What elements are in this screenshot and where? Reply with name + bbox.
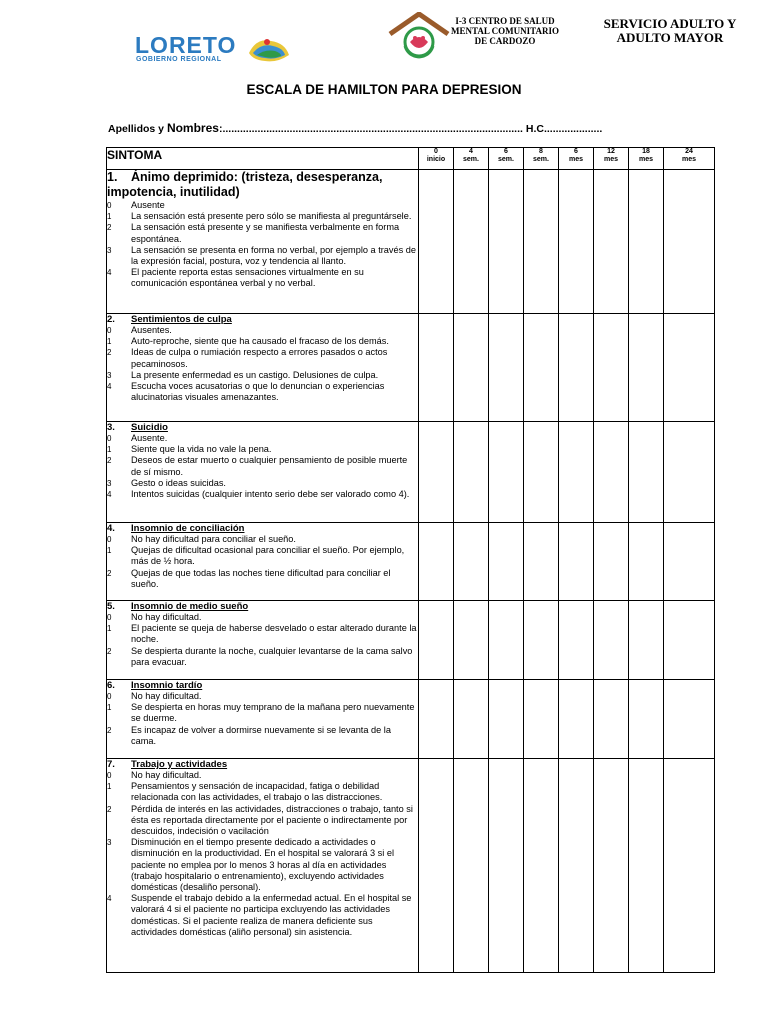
score-entry-cell[interactable] [524, 314, 559, 422]
score-entry-cell[interactable] [419, 314, 454, 422]
score-entry-cell[interactable] [524, 680, 559, 759]
score-description: Ausentes. [131, 325, 172, 335]
score-entry-cell[interactable] [629, 422, 664, 523]
score-option [107, 893, 418, 938]
score-entry-cell[interactable] [559, 523, 594, 601]
score-entry-cell[interactable] [629, 680, 664, 759]
symptom-title-text: Ánimo deprimido: (tristeza, desesperanza, impotencia, inutilidad) [107, 170, 383, 199]
score-entry-cell[interactable] [489, 314, 524, 422]
score-option [107, 804, 418, 838]
score-entry-cell[interactable] [664, 170, 715, 314]
score-entry-cell[interactable] [559, 759, 594, 973]
score-entry-cell[interactable] [419, 523, 454, 601]
score-description: No hay dificultad. [131, 770, 202, 780]
score-option [107, 568, 418, 590]
symptom-header: SINTOMA [107, 148, 419, 170]
score-description: No hay dificultad para conciliar el sueño. [131, 534, 296, 544]
score-value: 1 [107, 624, 112, 634]
score-description: Quejas de que todas las noches tiene dificultad para conciliar el sueño. [131, 567, 391, 589]
score-entry-cell[interactable] [664, 680, 715, 759]
score-description: La sensación está presente y se manifiesta verbalmente en forma espontánea. [131, 222, 400, 244]
score-value: 4 [107, 382, 112, 392]
score-description: Deseos de estar muerto o cualquier pensamiento de posible muerte de sí mismo. [131, 455, 408, 477]
symptom-number: 2. [107, 314, 115, 325]
score-entry-cell[interactable] [629, 314, 664, 422]
score-option [107, 245, 418, 267]
score-option [107, 444, 418, 455]
score-entry-cell[interactable] [524, 523, 559, 601]
score-value: 0 [107, 771, 112, 780]
score-option [107, 612, 418, 623]
table-row [107, 523, 715, 601]
symptom-title [107, 759, 418, 770]
loreto-logo [135, 33, 295, 67]
score-entry-cell[interactable] [454, 680, 489, 759]
score-description: La sensación se presenta en forma no verbal, por ejemplo a través de la expresión facial, postura, voz y tendencia al llanto. [131, 244, 416, 267]
score-entry-cell[interactable] [594, 523, 629, 601]
score-value: 1 [107, 703, 112, 713]
score-description: No hay dificultad. [131, 691, 202, 701]
score-description: Pensamientos y sensación de incapacidad, fatiga o debilidad relacionada con las actividades, el trabajo o las distracciones. [131, 781, 383, 803]
score-entry-cell[interactable] [489, 422, 524, 523]
regional-emblem-icon [247, 33, 291, 67]
score-description: Se despierta durante la noche, cualquier levantarse de la cama salvo para evacuar. [131, 645, 413, 667]
table-row [107, 314, 715, 422]
score-option [107, 623, 418, 645]
symptom-number: 7. [107, 759, 115, 770]
score-option [107, 200, 418, 211]
hc-field[interactable]: H.C.................... [525, 123, 603, 135]
score-entry-cell[interactable] [419, 759, 454, 973]
score-entry-cell[interactable] [454, 601, 489, 680]
score-entry-cell[interactable] [524, 170, 559, 314]
score-entry-cell[interactable] [489, 601, 524, 680]
column-header: 24 mes [664, 148, 715, 170]
score-option [107, 781, 418, 803]
symptom-title [107, 680, 418, 691]
score-option [107, 381, 418, 403]
symptom-title-text: Suicidio [131, 422, 168, 433]
table-row [107, 422, 715, 523]
score-value: 3 [107, 245, 112, 255]
symptom-number: 1. [107, 170, 118, 184]
score-value: 3 [107, 370, 112, 380]
score-entry-cell[interactable] [454, 759, 489, 973]
score-value: 3 [107, 838, 112, 848]
score-description: El paciente se queja de haberse desvelado o estar alterado durante la noche. [131, 623, 417, 645]
symptom-number: 3. [107, 422, 115, 433]
score-description: Se despierta en horas muy temprano de la mañana pero nuevamente se duerme. [131, 702, 415, 724]
patient-label-big: Nombres [166, 121, 219, 135]
score-option [107, 691, 418, 702]
score-description: El paciente reporta estas sensaciones virtualmente en su comunicación espontánea verbal y no verbal. [131, 267, 364, 289]
score-option [107, 545, 418, 567]
symptom-number: 5. [107, 601, 115, 612]
health-center-house-icon [386, 12, 452, 60]
symptom-cell [107, 523, 419, 601]
table-row [107, 680, 715, 759]
score-description: Siente que la vida no vale la pena. [131, 444, 272, 455]
score-value: 0 [107, 613, 112, 622]
symptom-title [107, 170, 418, 200]
symptom-cell [107, 759, 419, 973]
score-option [107, 646, 418, 668]
symptom-cell [107, 680, 419, 759]
symptom-title [107, 523, 418, 534]
score-description: Auto-reproche, siente que ha causado el fracaso de los demás. [131, 336, 389, 347]
score-description: Escucha voces acusatorias o que lo denuncian o experiencias alucinatorias visuales amenazantes. [131, 381, 385, 403]
score-value: 0 [107, 434, 112, 443]
score-entry-cell[interactable] [419, 601, 454, 680]
service-name: SERVICIO ADULTO Y ADULTO MAYOR [603, 16, 737, 45]
score-option [107, 325, 418, 336]
score-value: 4 [107, 268, 112, 278]
score-description: Gesto o ideas suicidas. [131, 477, 226, 488]
score-entry-cell[interactable] [559, 680, 594, 759]
score-entry-cell[interactable] [559, 422, 594, 523]
score-description: Disminución en el tiempo presente dedicado a actividades o disminución en la productividad. En el hospital se valorará 3 si el paciente no emplea por lo menos 3 horas al día en actividades (trabajo hospitalario o entrenamiento), excluyendo actividades domésticas (desaliño personal). [131, 837, 395, 893]
symptom-cell [107, 601, 419, 680]
column-header: 6 sem. [489, 148, 524, 170]
score-option [107, 770, 418, 781]
score-value: 2 [107, 804, 112, 814]
score-option [107, 702, 418, 724]
score-entry-cell[interactable] [419, 422, 454, 523]
score-option [107, 837, 418, 893]
symptom-title [107, 601, 418, 612]
score-entry-cell[interactable] [454, 314, 489, 422]
score-entry-cell[interactable] [419, 680, 454, 759]
patient-label-small: Apellidos y [108, 123, 165, 135]
health-center-name: I-3 CENTRO DE SALUD MENTAL COMUNITARIO DE CARDOZO [451, 16, 559, 46]
score-entry-cell[interactable] [559, 170, 594, 314]
score-description: Intentos suicidas (cualquier intento serio debe ser valorado como 4). [131, 489, 410, 500]
score-value: 2 [107, 456, 112, 466]
score-entry-cell[interactable] [454, 523, 489, 601]
symptom-number: 4. [107, 523, 115, 534]
score-entry-cell[interactable] [594, 601, 629, 680]
score-value: 2 [107, 646, 112, 656]
score-option [107, 347, 418, 369]
score-value: 4 [107, 894, 112, 904]
score-description: No hay dificultad. [131, 612, 202, 622]
symptom-title-text: Sentimientos de culpa [131, 314, 232, 325]
score-value: 1 [107, 212, 112, 222]
score-option [107, 433, 418, 444]
symptom-title [107, 314, 418, 325]
symptom-cell [107, 422, 419, 523]
score-entry-cell[interactable] [594, 170, 629, 314]
score-value: 2 [107, 348, 112, 358]
score-description: La presente enfermedad es un castigo. Delusiones de culpa. [131, 369, 379, 380]
symptom-title-text: Insomnio de medio sueño [131, 601, 249, 612]
score-value: 2 [107, 568, 112, 578]
column-header: 4 sem. [454, 148, 489, 170]
score-value: 1 [107, 445, 112, 455]
score-entry-cell[interactable] [454, 170, 489, 314]
patient-line [108, 121, 602, 135]
score-description: Ausente [131, 200, 165, 210]
score-entry-cell[interactable] [594, 680, 629, 759]
symptom-cell [107, 170, 419, 314]
score-entry-cell[interactable] [629, 601, 664, 680]
score-value: 0 [107, 201, 112, 210]
score-description: Es incapaz de volver a dormirse nuevamente si se levanta de la cama. [131, 724, 391, 746]
score-entry-cell[interactable] [664, 523, 715, 601]
score-entry-cell[interactable] [664, 422, 715, 523]
score-value: 0 [107, 692, 112, 701]
score-option [107, 478, 418, 489]
score-entry-cell[interactable] [594, 314, 629, 422]
score-entry-cell[interactable] [524, 601, 559, 680]
score-option [107, 222, 418, 244]
table-row [107, 759, 715, 973]
score-value: 1 [107, 337, 112, 347]
column-header: 6 mes [559, 148, 594, 170]
score-description: Suspende el trabajo debido a la enfermedad actual. En el hospital se valorará 4 si el paciente no participa excluyendo las actividades domésticas. Si el paciente realiza de manera deficiente sus actividades domésticas (aliño personal) sin asistencia. [131, 893, 412, 937]
score-entry-cell[interactable] [489, 759, 524, 973]
score-entry-cell[interactable] [489, 523, 524, 601]
score-entry-cell[interactable] [559, 314, 594, 422]
score-option [107, 211, 418, 222]
score-entry-cell[interactable] [524, 422, 559, 523]
column-header: 0 inicio [419, 148, 454, 170]
column-header: 8 sem. [524, 148, 559, 170]
score-entry-cell[interactable] [664, 314, 715, 422]
score-value: 0 [107, 535, 112, 544]
symptom-number: 6. [107, 680, 115, 691]
score-entry-cell[interactable] [419, 170, 454, 314]
table-row [107, 601, 715, 680]
column-header: 12 mes [594, 148, 629, 170]
table-header-row [107, 148, 715, 170]
score-option [107, 336, 418, 347]
score-option [107, 725, 418, 747]
score-description: La sensación está presente pero sólo se manifiesta al preguntársele. [131, 211, 412, 222]
score-entry-cell[interactable] [629, 170, 664, 314]
score-entry-cell[interactable] [489, 680, 524, 759]
patient-name-field[interactable]: :....................................................................................................... [218, 123, 523, 135]
score-value: 2 [107, 223, 112, 233]
score-entry-cell[interactable] [559, 601, 594, 680]
score-value: 4 [107, 490, 112, 500]
symptom-title-text: Trabajo y actividades [131, 759, 228, 770]
loreto-logo-subtext: GOBIERNO REGIONAL [136, 56, 222, 63]
score-value: 3 [107, 478, 112, 488]
score-description: Pérdida de interés en las actividades, distracciones o trabajo, tanto si ésta es reportada directamente por el paciente o indirectamente por descuidos, indecisión o vacilación [131, 803, 413, 837]
score-entry-cell[interactable] [664, 759, 715, 973]
score-description: Quejas de dificultad ocasional para conciliar el sueño. Por ejemplo, más de ½ hora. [131, 545, 405, 567]
score-entry-cell[interactable] [629, 523, 664, 601]
score-description: Ausente. [131, 433, 168, 443]
symptom-title [107, 422, 418, 433]
score-option [107, 267, 418, 289]
score-option [107, 534, 418, 545]
table-row [107, 170, 715, 314]
score-option [107, 455, 418, 477]
score-entry-cell[interactable] [454, 422, 489, 523]
symptom-cell [107, 314, 419, 422]
score-entry-cell[interactable] [594, 759, 629, 973]
page-header [0, 0, 768, 80]
score-value: 1 [107, 782, 112, 792]
score-description: Ideas de culpa o rumiación respecto a errores pasados o actos pecaminosos. [131, 347, 388, 369]
score-value: 0 [107, 326, 112, 335]
score-entry-cell[interactable] [629, 759, 664, 973]
symptom-title-text: Insomnio de conciliación [131, 523, 245, 534]
score-entry-cell[interactable] [664, 601, 715, 680]
score-option [107, 489, 418, 500]
score-entry-cell[interactable] [524, 759, 559, 973]
score-option [107, 370, 418, 381]
score-value: 1 [107, 546, 112, 556]
page-title: ESCALA DE HAMILTON PARA DEPRESION [246, 82, 522, 97]
score-entry-cell[interactable] [489, 170, 524, 314]
score-value: 2 [107, 725, 112, 735]
column-header: 18 mes [629, 148, 664, 170]
hamilton-scale-table [106, 147, 715, 973]
symptom-title-text: Insomnio tardío [131, 680, 203, 691]
loreto-logo-text: LORETO [135, 32, 237, 58]
score-entry-cell[interactable] [594, 422, 629, 523]
